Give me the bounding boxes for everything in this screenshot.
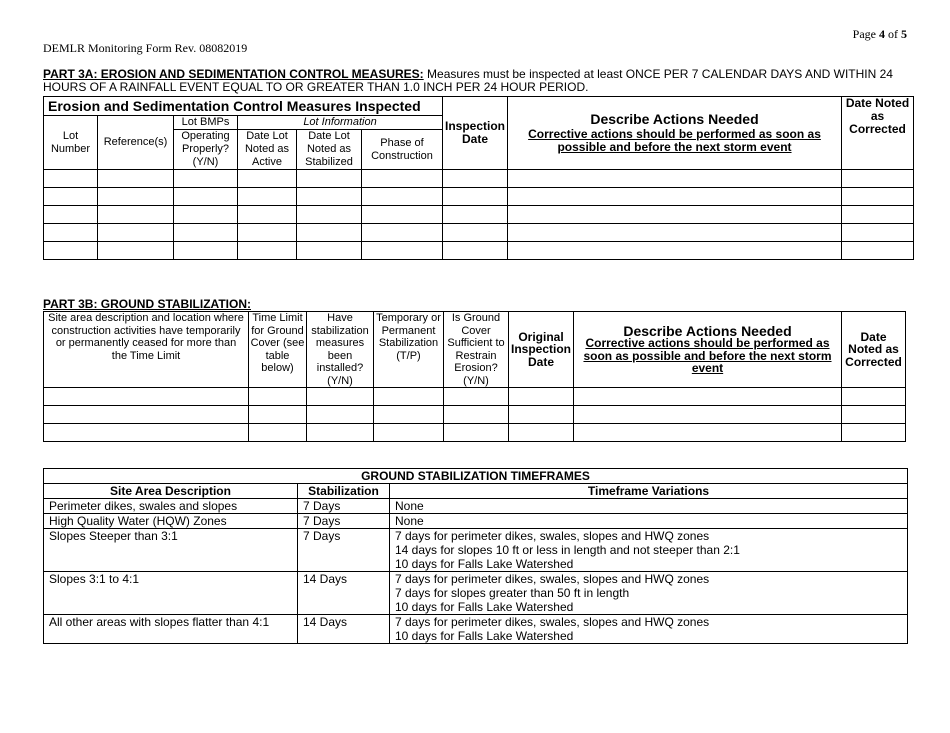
cell[interactable] — [509, 388, 574, 406]
cell[interactable] — [174, 224, 238, 242]
cell[interactable] — [842, 224, 914, 242]
describe-sub: Corrective actions should be performed as soon as possible and before the next storm event — [528, 126, 821, 154]
table-row — [44, 572, 908, 615]
stabilization: 14 Days — [298, 572, 390, 615]
part3a-heading — [43, 68, 909, 94]
cell[interactable] — [98, 242, 174, 260]
cell[interactable] — [44, 388, 249, 406]
header-stabilization: Stabilization — [298, 484, 390, 499]
col-date-corrected: Date Noted as Corrected — [842, 312, 906, 388]
cell[interactable] — [174, 206, 238, 224]
describe-title: Describe Actions Needed — [623, 322, 792, 339]
cell[interactable] — [842, 424, 906, 442]
variations — [390, 499, 908, 514]
stabilization-timeframes-table — [43, 468, 908, 644]
col-references: Reference(s) — [98, 116, 174, 170]
cell[interactable] — [297, 188, 362, 206]
variation-line: None — [395, 514, 424, 528]
cell[interactable] — [574, 406, 842, 424]
table-row — [44, 499, 908, 514]
cell[interactable] — [174, 242, 238, 260]
col-describe-actions — [574, 312, 842, 388]
site-area: Perimeter dikes, swales and slopes — [44, 499, 298, 514]
site-area: High Quality Water (HQW) Zones — [44, 514, 298, 529]
table-row — [44, 406, 906, 424]
variations — [390, 529, 908, 572]
cell[interactable] — [44, 406, 249, 424]
cell[interactable] — [362, 242, 443, 260]
cell[interactable] — [574, 424, 842, 442]
cell[interactable] — [842, 170, 914, 188]
cell[interactable] — [249, 424, 307, 442]
cell[interactable] — [362, 188, 443, 206]
cell[interactable] — [44, 188, 98, 206]
cell[interactable] — [444, 424, 509, 442]
cell[interactable] — [238, 188, 297, 206]
cell[interactable] — [508, 188, 842, 206]
cell[interactable] — [362, 170, 443, 188]
variation-line: 14 days for slopes 10 ft or less in length and not steeper than 2:1 — [395, 543, 740, 557]
cell[interactable] — [297, 170, 362, 188]
col-date-corrected: Date Noted as Corrected — [842, 97, 914, 170]
site-area: Slopes Steeper than 3:1 — [44, 529, 298, 572]
col-time-limit: Time Limit for Ground Cover (see table below) — [249, 312, 307, 388]
cell[interactable] — [238, 242, 297, 260]
table-row — [44, 188, 914, 206]
cell[interactable] — [374, 406, 444, 424]
table-row — [44, 424, 906, 442]
variation-line: 7 days for perimeter dikes, swales, slopes and HWQ zones — [395, 615, 710, 629]
cell[interactable] — [297, 242, 362, 260]
cell[interactable] — [509, 406, 574, 424]
variations — [390, 615, 908, 644]
variation-line: 7 days for slopes greater than 50 ft in length — [395, 586, 630, 600]
lot-information-label: Lot Information — [238, 116, 443, 130]
col-have-measures: Have stabilization measures been installed? (Y/N) — [307, 312, 374, 388]
erosion-measures-table — [43, 96, 914, 260]
cell[interactable] — [174, 170, 238, 188]
cell[interactable] — [842, 406, 906, 424]
cell[interactable] — [842, 188, 914, 206]
cell[interactable] — [842, 242, 914, 260]
cell[interactable] — [307, 406, 374, 424]
cell[interactable] — [443, 188, 508, 206]
lot-bmps-label: Lot BMPs — [174, 116, 238, 130]
table-row — [44, 514, 908, 529]
table-row — [44, 206, 914, 224]
cell[interactable] — [509, 424, 574, 442]
table-row — [44, 170, 914, 188]
cell[interactable] — [508, 206, 842, 224]
cell[interactable] — [362, 206, 443, 224]
header-timeframe-variations: Timeframe Variations — [390, 484, 908, 499]
col-temp-perm: Temporary or Permanent Stabilization (T/P) — [374, 312, 444, 388]
cell[interactable] — [374, 424, 444, 442]
col-describe-actions — [508, 97, 842, 170]
stabilization: 7 Days — [298, 529, 390, 572]
cell[interactable] — [443, 170, 508, 188]
cell[interactable] — [508, 170, 842, 188]
cell[interactable] — [842, 388, 906, 406]
cell[interactable] — [44, 242, 98, 260]
col-date-stabilized: Date Lot Noted as Stabilized — [297, 130, 362, 170]
part3a-instructions: Measures must be inspected at least ONCE PER 7 CALENDAR DAYS AND WITHIN 24 HOURS OF A RAINFALL EVENT EQUAL TO OR GREATER THAN 1.0 INCH PER 24 HOUR PERIOD. — [43, 67, 893, 94]
stabilization: 7 Days — [298, 499, 390, 514]
cell[interactable] — [98, 170, 174, 188]
cell[interactable] — [249, 388, 307, 406]
part3a-title: PART 3A: EROSION AND SEDIMENTATION CONTROL MEASURES: — [43, 67, 424, 81]
col-original-date: Original Inspection Date — [509, 312, 574, 388]
site-area: All other areas with slopes flatter than 4:1 — [44, 615, 298, 644]
describe-title: Describe Actions Needed — [590, 110, 759, 127]
cell[interactable] — [238, 170, 297, 188]
cell[interactable] — [443, 242, 508, 260]
variation-line: 7 days for perimeter dikes, swales, slopes and HWQ zones — [395, 572, 710, 586]
part3b-title: PART 3B: GROUND STABILIZATION: — [43, 297, 251, 311]
variation-line: 10 days for Falls Lake Watershed — [395, 629, 574, 643]
variation-line: 7 days for perimeter dikes, swales, slopes and HWQ zones — [395, 529, 710, 543]
cell[interactable] — [307, 388, 374, 406]
describe-sub: Corrective actions should be performed as soon as possible and before the next storm event — [583, 336, 832, 375]
col-date-active: Date Lot Noted as Active — [238, 130, 297, 170]
variation-line: 10 days for Falls Lake Watershed — [395, 557, 574, 571]
cell[interactable] — [238, 224, 297, 242]
header-site-area: Site Area Description — [44, 484, 298, 499]
cell[interactable] — [238, 206, 297, 224]
cell[interactable] — [297, 206, 362, 224]
col-operating: Operating Properly? (Y/N) — [174, 130, 238, 170]
cell[interactable] — [98, 224, 174, 242]
table-row — [44, 224, 914, 242]
section-title: Erosion and Sedimentation Control Measures Inspected — [44, 97, 443, 116]
cell[interactable] — [574, 388, 842, 406]
cell[interactable] — [307, 424, 374, 442]
variation-line: None — [395, 499, 424, 513]
cell[interactable] — [297, 224, 362, 242]
table-row — [44, 529, 908, 572]
stabilization: 14 Days — [298, 615, 390, 644]
page-number: Page 4 of 5 — [852, 27, 907, 41]
cell[interactable] — [443, 206, 508, 224]
variations — [390, 572, 908, 615]
col-lot-number: Lot Number — [44, 116, 98, 170]
cell[interactable] — [443, 224, 508, 242]
cell[interactable] — [249, 406, 307, 424]
cell[interactable] — [842, 206, 914, 224]
cell[interactable] — [444, 406, 509, 424]
stabilization: 7 Days — [298, 514, 390, 529]
col-phase: Phase of Construction — [362, 130, 443, 170]
timeframes-title: GROUND STABILIZATION TIMEFRAMES — [44, 469, 908, 484]
cell[interactable] — [374, 388, 444, 406]
form-id: DEMLR Monitoring Form Rev. 08082019 — [43, 41, 248, 55]
cell[interactable] — [98, 188, 174, 206]
cell[interactable] — [44, 170, 98, 188]
cell[interactable] — [362, 224, 443, 242]
ground-stabilization-table — [43, 311, 906, 442]
col-ground-cover: Is Ground Cover Sufficient to Restrain Erosion? (Y/N) — [444, 312, 509, 388]
cell[interactable] — [44, 424, 249, 442]
cell[interactable] — [508, 242, 842, 260]
cell[interactable] — [98, 206, 174, 224]
col-site-area: Site area description and location where construction activities have temporarily or permanently ceased for more than the Time Limit — [44, 312, 249, 388]
cell[interactable] — [508, 224, 842, 242]
table-row — [44, 242, 914, 260]
cell[interactable] — [444, 388, 509, 406]
site-area: Slopes 3:1 to 4:1 — [44, 572, 298, 615]
table-row — [44, 388, 906, 406]
cell[interactable] — [44, 206, 98, 224]
variation-line: 10 days for Falls Lake Watershed — [395, 600, 574, 614]
cell[interactable] — [174, 188, 238, 206]
variations — [390, 514, 908, 529]
table-row — [44, 615, 908, 644]
col-inspection-date: Inspection Date — [443, 97, 508, 170]
cell[interactable] — [44, 224, 98, 242]
